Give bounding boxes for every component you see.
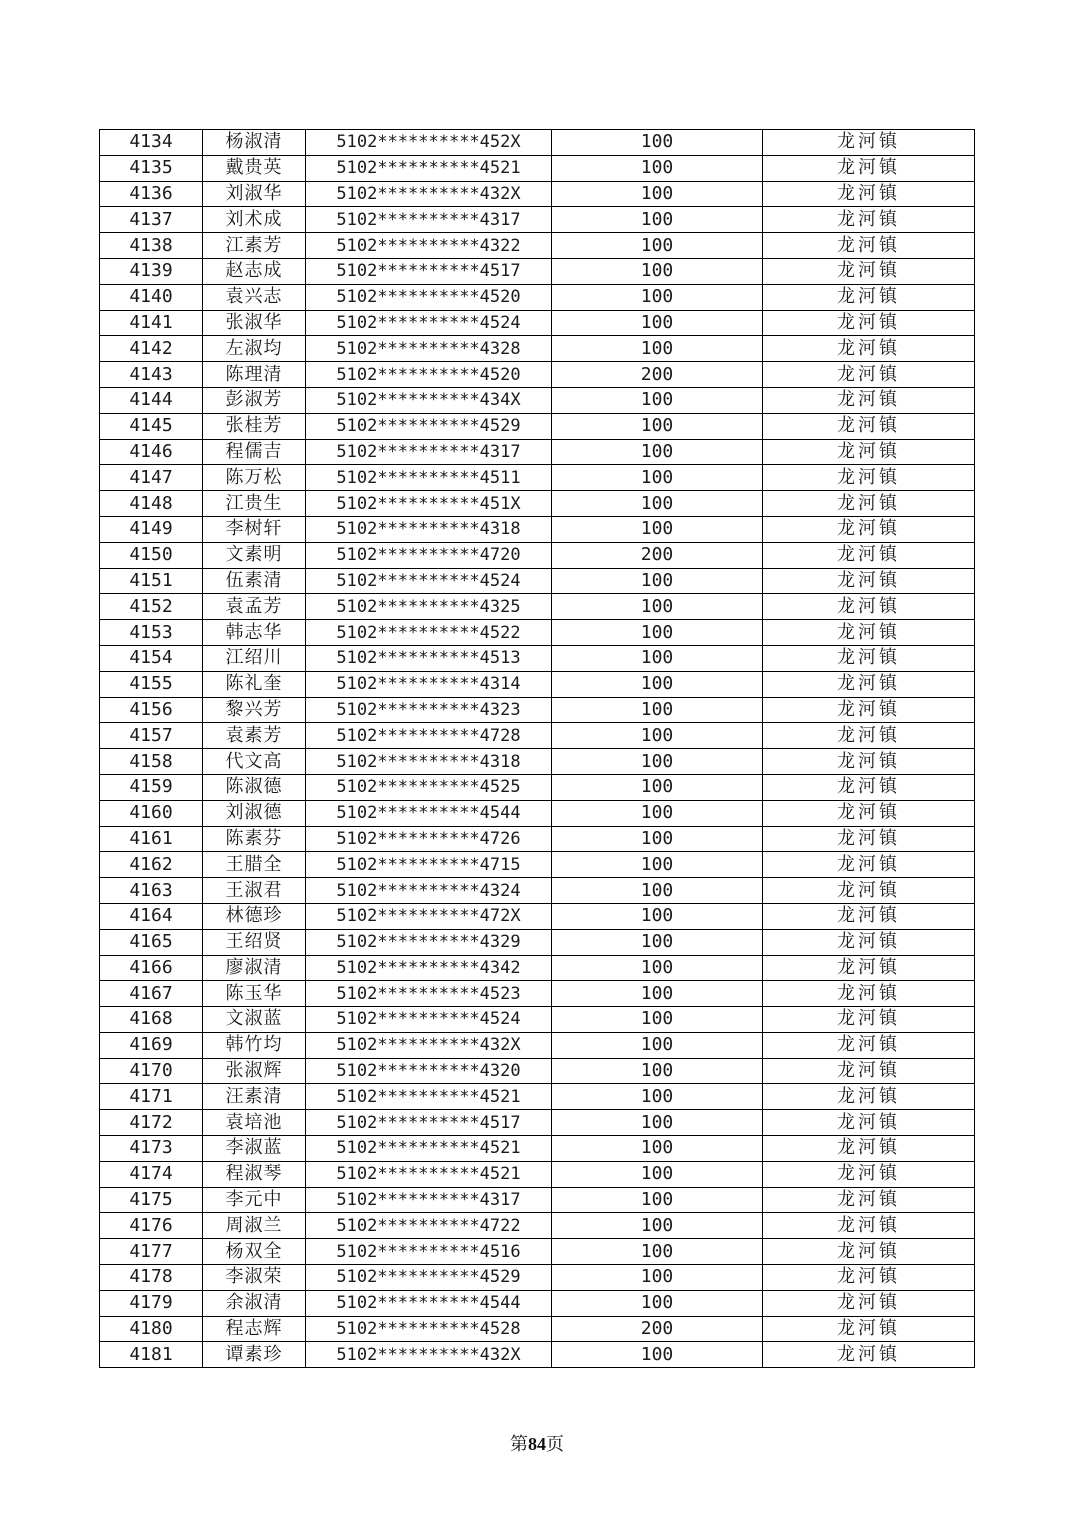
cell-person-name: 黎兴芳 (203, 697, 306, 723)
cell-town: 龙河镇 (763, 620, 975, 646)
cell-person-name: 文淑蓝 (203, 1007, 306, 1033)
cell-town: 龙河镇 (763, 1213, 975, 1239)
cell-serial-number: 4135 (100, 155, 203, 181)
table-row (100, 955, 975, 981)
cell-amount: 100 (552, 955, 763, 981)
cell-town: 龙河镇 (763, 568, 975, 594)
cell-town: 龙河镇 (763, 981, 975, 1007)
cell-person-name: 袁培池 (203, 1110, 306, 1136)
cell-serial-number: 4151 (100, 568, 203, 594)
cell-id-number: 5102**********4317 (306, 1187, 552, 1213)
cell-person-name: 江贵生 (203, 491, 306, 517)
cell-town: 龙河镇 (763, 207, 975, 233)
cell-town: 龙河镇 (763, 671, 975, 697)
cell-amount: 100 (552, 1213, 763, 1239)
cell-serial-number: 4173 (100, 1136, 203, 1162)
table-row (100, 491, 975, 517)
cell-person-name: 袁孟芳 (203, 594, 306, 620)
cell-id-number: 5102**********4324 (306, 878, 552, 904)
cell-amount: 100 (552, 826, 763, 852)
cell-town: 龙河镇 (763, 439, 975, 465)
cell-amount: 100 (552, 258, 763, 284)
cell-person-name: 李树轩 (203, 516, 306, 542)
cell-person-name: 程儒吉 (203, 439, 306, 465)
cell-id-number: 5102**********4529 (306, 1265, 552, 1291)
cell-person-name: 伍素清 (203, 568, 306, 594)
cell-person-name: 韩志华 (203, 620, 306, 646)
cell-amount: 100 (552, 671, 763, 697)
table-row (100, 362, 975, 388)
cell-serial-number: 4149 (100, 516, 203, 542)
cell-person-name: 彭淑芳 (203, 387, 306, 413)
cell-person-name: 刘淑华 (203, 181, 306, 207)
cell-amount: 100 (552, 181, 763, 207)
cell-town: 龙河镇 (763, 878, 975, 904)
cell-id-number: 5102**********4522 (306, 620, 552, 646)
cell-id-number: 5102**********4726 (306, 826, 552, 852)
cell-serial-number: 4139 (100, 258, 203, 284)
cell-person-name: 李元中 (203, 1187, 306, 1213)
cell-amount: 100 (552, 929, 763, 955)
cell-serial-number: 4163 (100, 878, 203, 904)
cell-person-name: 林德珍 (203, 903, 306, 929)
cell-id-number: 5102**********4513 (306, 645, 552, 671)
table-row (100, 1058, 975, 1084)
cell-serial-number: 4171 (100, 1084, 203, 1110)
cell-id-number: 5102**********4317 (306, 207, 552, 233)
cell-person-name: 陈理清 (203, 362, 306, 388)
table-row (100, 697, 975, 723)
cell-id-number: 5102**********4320 (306, 1058, 552, 1084)
cell-id-number: 5102**********4720 (306, 542, 552, 568)
roster-table (99, 129, 975, 1368)
cell-amount: 100 (552, 697, 763, 723)
cell-amount: 100 (552, 465, 763, 491)
cell-id-number: 5102**********432X (306, 181, 552, 207)
cell-serial-number: 4150 (100, 542, 203, 568)
cell-town: 龙河镇 (763, 1290, 975, 1316)
cell-town: 龙河镇 (763, 284, 975, 310)
page-footer (0, 1430, 1074, 1456)
cell-serial-number: 4166 (100, 955, 203, 981)
cell-id-number: 5102**********432X (306, 1342, 552, 1368)
cell-id-number: 5102**********432X (306, 1032, 552, 1058)
cell-id-number: 5102**********4520 (306, 284, 552, 310)
cell-person-name: 韩竹均 (203, 1032, 306, 1058)
cell-amount: 100 (552, 233, 763, 259)
cell-town: 龙河镇 (763, 1032, 975, 1058)
table-row (100, 903, 975, 929)
cell-person-name: 廖淑清 (203, 955, 306, 981)
cell-amount: 100 (552, 439, 763, 465)
cell-id-number: 5102**********4317 (306, 439, 552, 465)
cell-amount: 200 (552, 362, 763, 388)
cell-amount: 100 (552, 981, 763, 1007)
cell-person-name: 刘术成 (203, 207, 306, 233)
cell-serial-number: 4165 (100, 929, 203, 955)
cell-amount: 100 (552, 336, 763, 362)
cell-person-name: 陈礼奎 (203, 671, 306, 697)
table-row (100, 413, 975, 439)
table-row (100, 671, 975, 697)
cell-id-number: 5102**********4521 (306, 1161, 552, 1187)
table-row (100, 233, 975, 259)
cell-serial-number: 4175 (100, 1187, 203, 1213)
table-row (100, 1032, 975, 1058)
cell-id-number: 5102**********4342 (306, 955, 552, 981)
cell-amount: 100 (552, 310, 763, 336)
cell-person-name: 文素明 (203, 542, 306, 568)
cell-amount: 100 (552, 1290, 763, 1316)
table-row (100, 465, 975, 491)
cell-town: 龙河镇 (763, 542, 975, 568)
cell-serial-number: 4157 (100, 723, 203, 749)
cell-person-name: 余淑清 (203, 1290, 306, 1316)
cell-id-number: 5102**********4314 (306, 671, 552, 697)
cell-town: 龙河镇 (763, 645, 975, 671)
cell-serial-number: 4136 (100, 181, 203, 207)
cell-serial-number: 4178 (100, 1265, 203, 1291)
cell-serial-number: 4160 (100, 800, 203, 826)
cell-amount: 100 (552, 1110, 763, 1136)
cell-town: 龙河镇 (763, 1161, 975, 1187)
cell-town: 龙河镇 (763, 1007, 975, 1033)
table-row (100, 336, 975, 362)
cell-serial-number: 4156 (100, 697, 203, 723)
cell-amount: 100 (552, 1058, 763, 1084)
cell-amount: 100 (552, 387, 763, 413)
cell-person-name: 袁素芳 (203, 723, 306, 749)
cell-serial-number: 4147 (100, 465, 203, 491)
cell-serial-number: 4174 (100, 1161, 203, 1187)
cell-town: 龙河镇 (763, 233, 975, 259)
cell-serial-number: 4170 (100, 1058, 203, 1084)
cell-person-name: 陈万松 (203, 465, 306, 491)
table-row (100, 1136, 975, 1162)
cell-serial-number: 4172 (100, 1110, 203, 1136)
cell-town: 龙河镇 (763, 723, 975, 749)
cell-person-name: 张淑辉 (203, 1058, 306, 1084)
cell-town: 龙河镇 (763, 903, 975, 929)
cell-id-number: 5102**********4329 (306, 929, 552, 955)
cell-serial-number: 4134 (100, 130, 203, 156)
cell-amount: 100 (552, 1239, 763, 1265)
cell-person-name: 赵志成 (203, 258, 306, 284)
table-row (100, 774, 975, 800)
table-row (100, 155, 975, 181)
cell-town: 龙河镇 (763, 413, 975, 439)
cell-amount: 200 (552, 1316, 763, 1342)
table-row (100, 284, 975, 310)
cell-town: 龙河镇 (763, 1239, 975, 1265)
cell-id-number: 5102**********4323 (306, 697, 552, 723)
roster-table-body (100, 130, 975, 1368)
cell-person-name: 袁兴志 (203, 284, 306, 310)
cell-town: 龙河镇 (763, 181, 975, 207)
cell-serial-number: 4164 (100, 903, 203, 929)
cell-person-name: 戴贵英 (203, 155, 306, 181)
cell-amount: 100 (552, 1084, 763, 1110)
table-row (100, 1187, 975, 1213)
cell-id-number: 5102**********4511 (306, 465, 552, 491)
cell-person-name: 谭素珍 (203, 1342, 306, 1368)
cell-serial-number: 4161 (100, 826, 203, 852)
cell-town: 龙河镇 (763, 1342, 975, 1368)
cell-id-number: 5102**********4318 (306, 516, 552, 542)
cell-id-number: 5102**********4325 (306, 594, 552, 620)
page-number-prefix: 第 (510, 1434, 528, 1455)
cell-serial-number: 4177 (100, 1239, 203, 1265)
cell-amount: 100 (552, 155, 763, 181)
cell-town: 龙河镇 (763, 491, 975, 517)
cell-id-number: 5102**********4318 (306, 749, 552, 775)
cell-serial-number: 4152 (100, 594, 203, 620)
cell-id-number: 5102**********4524 (306, 1007, 552, 1033)
cell-id-number: 5102**********4524 (306, 310, 552, 336)
cell-town: 龙河镇 (763, 1058, 975, 1084)
cell-serial-number: 4144 (100, 387, 203, 413)
table-row (100, 1265, 975, 1291)
cell-id-number: 5102**********4517 (306, 1110, 552, 1136)
cell-serial-number: 4137 (100, 207, 203, 233)
cell-town: 龙河镇 (763, 826, 975, 852)
table-row (100, 1110, 975, 1136)
cell-person-name: 王绍贤 (203, 929, 306, 955)
table-row (100, 723, 975, 749)
cell-person-name: 陈淑德 (203, 774, 306, 800)
table-row (100, 181, 975, 207)
cell-town: 龙河镇 (763, 749, 975, 775)
cell-amount: 100 (552, 284, 763, 310)
cell-town: 龙河镇 (763, 852, 975, 878)
cell-serial-number: 4142 (100, 336, 203, 362)
cell-id-number: 5102**********434X (306, 387, 552, 413)
cell-serial-number: 4140 (100, 284, 203, 310)
cell-id-number: 5102**********4521 (306, 1136, 552, 1162)
cell-amount: 100 (552, 749, 763, 775)
cell-serial-number: 4143 (100, 362, 203, 388)
cell-id-number: 5102**********4715 (306, 852, 552, 878)
cell-amount: 100 (552, 1161, 763, 1187)
table-row (100, 1161, 975, 1187)
table-row (100, 1007, 975, 1033)
cell-serial-number: 4159 (100, 774, 203, 800)
table-row (100, 1084, 975, 1110)
cell-town: 龙河镇 (763, 800, 975, 826)
cell-town: 龙河镇 (763, 774, 975, 800)
table-row (100, 929, 975, 955)
cell-amount: 100 (552, 207, 763, 233)
cell-amount: 100 (552, 903, 763, 929)
cell-amount: 100 (552, 852, 763, 878)
cell-serial-number: 4158 (100, 749, 203, 775)
cell-town: 龙河镇 (763, 1110, 975, 1136)
cell-id-number: 5102**********4528 (306, 1316, 552, 1342)
cell-id-number: 5102**********4521 (306, 155, 552, 181)
table-row (100, 568, 975, 594)
cell-person-name: 程志辉 (203, 1316, 306, 1342)
table-row (100, 1342, 975, 1368)
table-row (100, 387, 975, 413)
cell-person-name: 杨淑清 (203, 130, 306, 156)
table-row (100, 620, 975, 646)
cell-serial-number: 4145 (100, 413, 203, 439)
cell-id-number: 5102**********4516 (306, 1239, 552, 1265)
cell-id-number: 5102**********4524 (306, 568, 552, 594)
cell-person-name: 陈玉华 (203, 981, 306, 1007)
cell-town: 龙河镇 (763, 258, 975, 284)
cell-serial-number: 4155 (100, 671, 203, 697)
cell-id-number: 5102**********4525 (306, 774, 552, 800)
table-row (100, 516, 975, 542)
cell-person-name: 左淑均 (203, 336, 306, 362)
cell-amount: 100 (552, 594, 763, 620)
cell-town: 龙河镇 (763, 929, 975, 955)
table-row (100, 1290, 975, 1316)
cell-amount: 100 (552, 1187, 763, 1213)
cell-town: 龙河镇 (763, 1187, 975, 1213)
table-row (100, 826, 975, 852)
cell-serial-number: 4154 (100, 645, 203, 671)
cell-town: 龙河镇 (763, 697, 975, 723)
cell-serial-number: 4141 (100, 310, 203, 336)
cell-person-name: 陈素芬 (203, 826, 306, 852)
cell-amount: 100 (552, 1136, 763, 1162)
cell-amount: 100 (552, 1032, 763, 1058)
cell-id-number: 5102**********4517 (306, 258, 552, 284)
cell-id-number: 5102**********4328 (306, 336, 552, 362)
cell-serial-number: 4167 (100, 981, 203, 1007)
cell-amount: 100 (552, 878, 763, 904)
table-row (100, 130, 975, 156)
cell-serial-number: 4179 (100, 1290, 203, 1316)
cell-id-number: 5102**********4529 (306, 413, 552, 439)
cell-serial-number: 4169 (100, 1032, 203, 1058)
cell-serial-number: 4138 (100, 233, 203, 259)
cell-town: 龙河镇 (763, 155, 975, 181)
cell-person-name: 李淑荣 (203, 1265, 306, 1291)
cell-person-name: 程淑琴 (203, 1161, 306, 1187)
table-row (100, 981, 975, 1007)
cell-id-number: 5102**********472X (306, 903, 552, 929)
cell-amount: 100 (552, 1007, 763, 1033)
cell-town: 龙河镇 (763, 1316, 975, 1342)
cell-amount: 100 (552, 491, 763, 517)
cell-amount: 100 (552, 516, 763, 542)
cell-amount: 200 (552, 542, 763, 568)
cell-person-name: 江绍川 (203, 645, 306, 671)
table-row (100, 258, 975, 284)
cell-amount: 100 (552, 413, 763, 439)
cell-person-name: 张淑华 (203, 310, 306, 336)
table-row (100, 878, 975, 904)
cell-id-number: 5102**********4523 (306, 981, 552, 1007)
cell-serial-number: 4148 (100, 491, 203, 517)
cell-id-number: 5102**********4722 (306, 1213, 552, 1239)
cell-person-name: 代文高 (203, 749, 306, 775)
cell-serial-number: 4162 (100, 852, 203, 878)
cell-serial-number: 4176 (100, 1213, 203, 1239)
cell-town: 龙河镇 (763, 387, 975, 413)
cell-person-name: 李淑蓝 (203, 1136, 306, 1162)
table-row (100, 1239, 975, 1265)
cell-town: 龙河镇 (763, 465, 975, 491)
cell-town: 龙河镇 (763, 310, 975, 336)
cell-person-name: 刘淑德 (203, 800, 306, 826)
cell-town: 龙河镇 (763, 1084, 975, 1110)
table-row (100, 207, 975, 233)
cell-town: 龙河镇 (763, 516, 975, 542)
cell-serial-number: 4153 (100, 620, 203, 646)
table-row (100, 800, 975, 826)
cell-serial-number: 4180 (100, 1316, 203, 1342)
cell-town: 龙河镇 (763, 130, 975, 156)
cell-serial-number: 4168 (100, 1007, 203, 1033)
cell-person-name: 汪素清 (203, 1084, 306, 1110)
page-number-suffix: 页 (546, 1434, 564, 1455)
cell-serial-number: 4146 (100, 439, 203, 465)
table-row (100, 439, 975, 465)
cell-id-number: 5102**********452X (306, 130, 552, 156)
cell-id-number: 5102**********4520 (306, 362, 552, 388)
table-row (100, 310, 975, 336)
cell-serial-number: 4181 (100, 1342, 203, 1368)
table-row (100, 542, 975, 568)
table-row (100, 645, 975, 671)
cell-person-name: 杨双全 (203, 1239, 306, 1265)
cell-town: 龙河镇 (763, 336, 975, 362)
cell-person-name: 王腊全 (203, 852, 306, 878)
cell-id-number: 5102**********4544 (306, 800, 552, 826)
cell-amount: 100 (552, 1265, 763, 1291)
cell-id-number: 5102**********4521 (306, 1084, 552, 1110)
cell-person-name: 江素芳 (203, 233, 306, 259)
cell-amount: 100 (552, 645, 763, 671)
cell-town: 龙河镇 (763, 594, 975, 620)
cell-amount: 100 (552, 800, 763, 826)
cell-person-name: 王淑君 (203, 878, 306, 904)
cell-id-number: 5102**********4728 (306, 723, 552, 749)
cell-town: 龙河镇 (763, 362, 975, 388)
table-row (100, 852, 975, 878)
cell-amount: 100 (552, 620, 763, 646)
cell-amount: 100 (552, 1342, 763, 1368)
cell-amount: 100 (552, 723, 763, 749)
cell-person-name: 周淑兰 (203, 1213, 306, 1239)
cell-person-name: 张桂芳 (203, 413, 306, 439)
cell-amount: 100 (552, 774, 763, 800)
cell-amount: 100 (552, 568, 763, 594)
cell-town: 龙河镇 (763, 955, 975, 981)
table-row (100, 749, 975, 775)
cell-town: 龙河镇 (763, 1136, 975, 1162)
table-row (100, 594, 975, 620)
page-number: 84 (528, 1434, 546, 1454)
table-row (100, 1213, 975, 1239)
cell-amount: 100 (552, 130, 763, 156)
cell-town: 龙河镇 (763, 1265, 975, 1291)
table-row (100, 1316, 975, 1342)
cell-id-number: 5102**********4322 (306, 233, 552, 259)
cell-id-number: 5102**********451X (306, 491, 552, 517)
cell-id-number: 5102**********4544 (306, 1290, 552, 1316)
